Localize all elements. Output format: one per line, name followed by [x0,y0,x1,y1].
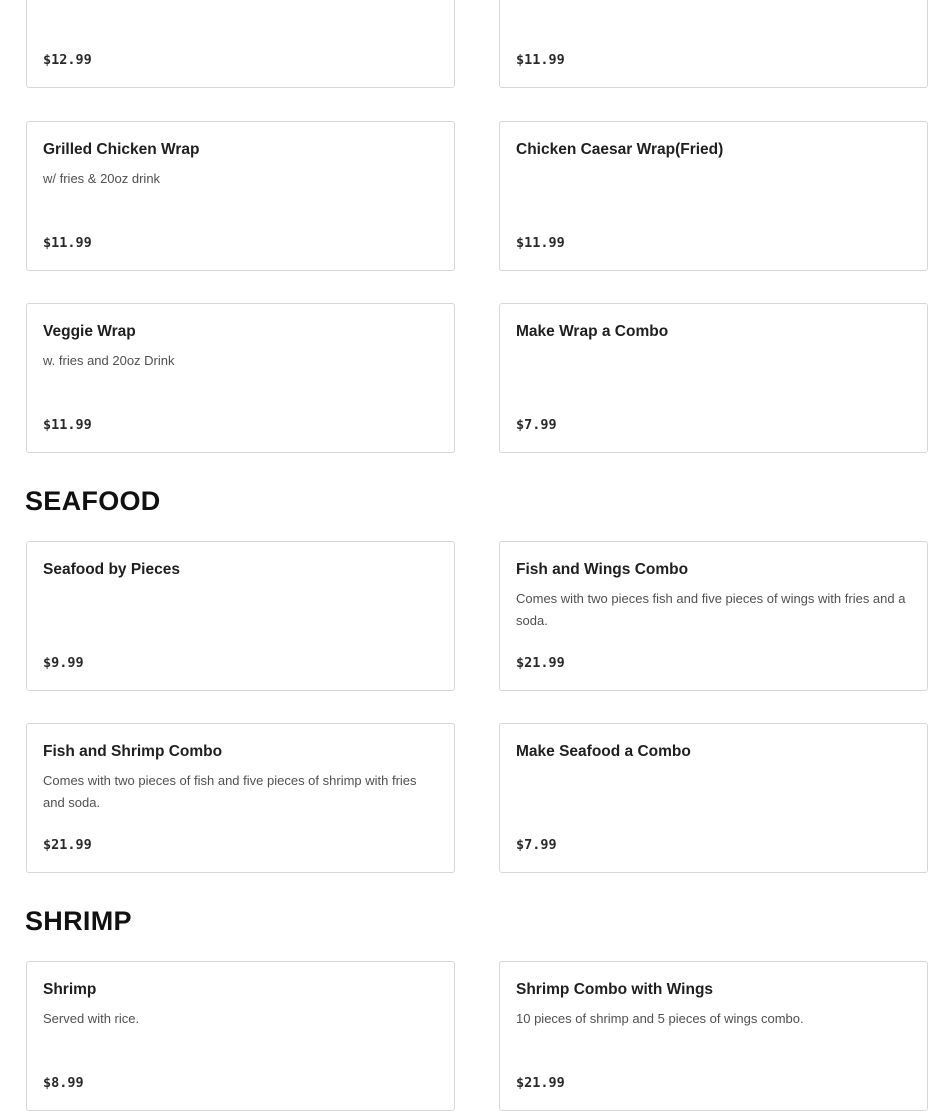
menu-item-description: w. fries and 20oz Drink [43,353,175,368]
menu-item-card[interactable] [499,303,928,453]
menu-item-card[interactable] [499,121,928,271]
menu-item-price: $11.99 [43,417,92,433]
menu-item-price: $21.99 [516,655,565,671]
menu-item-card[interactable] [26,961,455,1111]
menu-item-name: Chicken Caesar Wrap(Fried) [516,141,724,158]
menu-item-price: $21.99 [516,1075,565,1091]
menu-item-name: Shrimp Combo with Wings [516,981,714,998]
menu-item-card[interactable] [26,723,455,873]
menu-item-price: $11.99 [516,52,565,68]
menu-item-card[interactable] [499,541,928,691]
menu-item-card[interactable] [499,723,928,873]
menu-item-price: $7.99 [516,417,557,433]
menu-item-name: Make Seafood a Combo [516,743,691,760]
menu-item-name: Fish and Shrimp Combo [43,743,223,760]
menu-item-card[interactable] [26,121,455,271]
menu-item-card[interactable] [499,961,928,1111]
menu-item-price: $9.99 [43,655,84,671]
menu-item-description: w/ fries & 20oz drink [43,171,161,186]
menu-item-description: Served with rice. [43,1011,140,1026]
menu-item-description: Comes with two pieces of fish and five pieces of shrimp with fries and soda. [43,773,417,810]
menu-item-name: Seafood by Pieces [43,561,180,578]
menu-item-price: $21.99 [43,837,92,853]
menu-item-name: Grilled Chicken Wrap [43,141,200,158]
menu-item-name: Shrimp [43,981,97,998]
menu-item-name: Veggie Wrap [43,323,136,340]
menu-item-price: $8.99 [43,1075,84,1091]
menu-item-name: Fish and Wings Combo [516,561,689,578]
menu-item-price: $11.99 [43,235,92,251]
section-title-seafood: SEAFOOD [25,486,161,516]
menu-item-price: $12.99 [43,52,92,68]
menu-item-description: Comes with two pieces fish and five pieces of wings with fries and a soda. [516,591,906,628]
section-title-shrimp: SHRIMP [25,906,132,936]
menu-item-card[interactable] [26,303,455,453]
menu-item-card[interactable] [499,0,928,88]
menu-item-card[interactable] [26,0,455,88]
menu-item-card[interactable] [26,541,455,691]
menu-item-name: Make Wrap a Combo [516,323,669,340]
menu-item-description: 10 pieces of shrimp and 5 pieces of wings combo. [516,1011,804,1026]
menu-item-price: $11.99 [516,235,565,251]
menu-item-price: $7.99 [516,837,557,853]
